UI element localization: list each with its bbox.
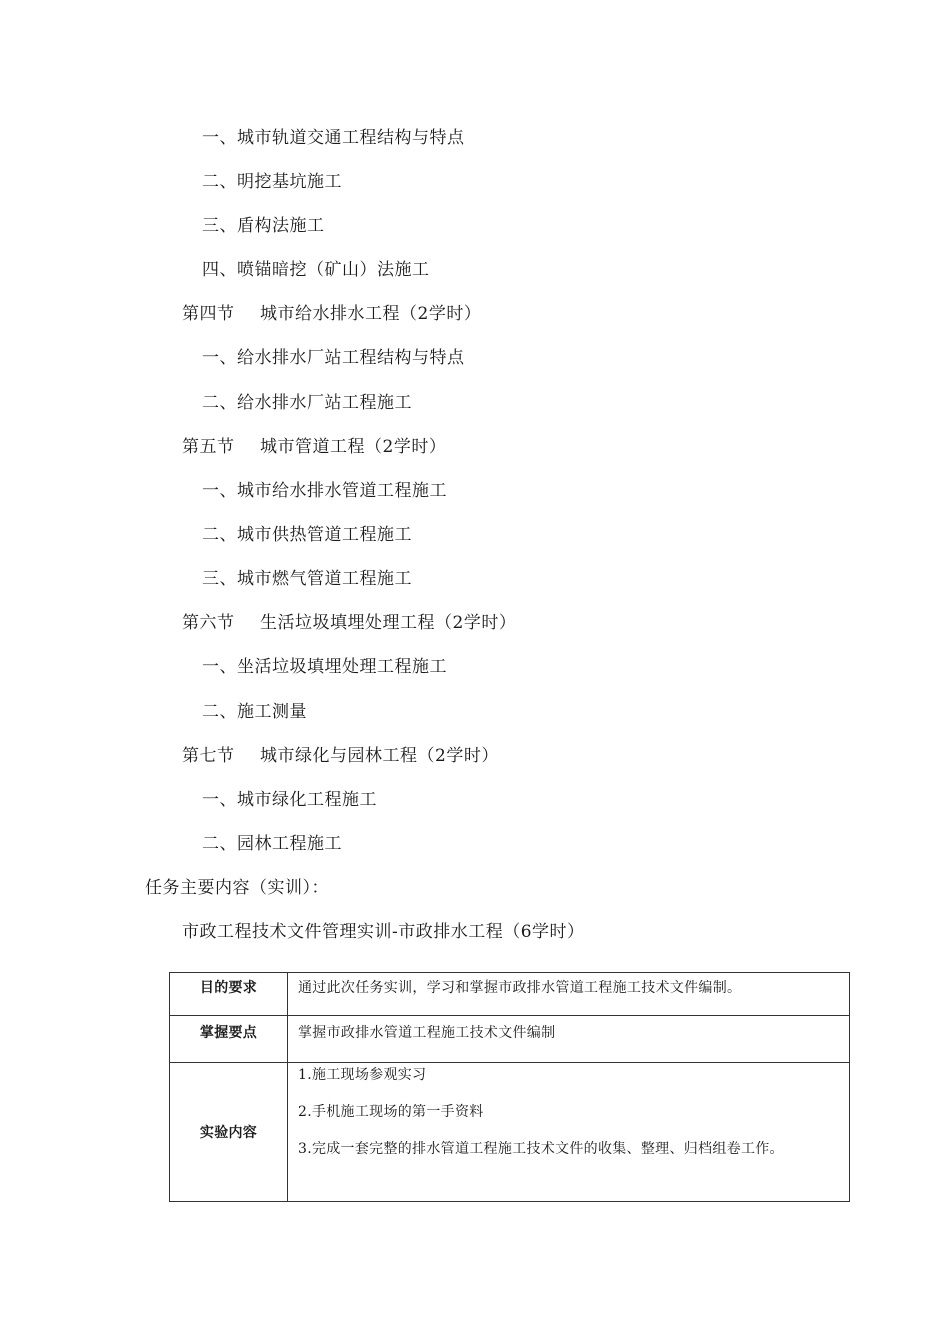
section-heading-4 — [182, 302, 481, 326]
section-number: 第四节 — [182, 304, 235, 324]
table-row — [170, 973, 850, 1016]
section-number: 第六节 — [182, 613, 235, 633]
section-title: 生活垃圾填埋处理工程（2学时） — [260, 613, 517, 633]
section-title: 城市绿化与园林工程（2学时） — [260, 746, 499, 766]
row-value: 掌握市政排水管道工程施工技术文件编制 — [288, 1016, 850, 1063]
outline-item: 二、给水排水厂站工程施工 — [202, 393, 412, 413]
task-heading: 任务主要内容（实训）： — [145, 878, 329, 898]
table-row — [170, 1016, 850, 1063]
content-step: 1.施工现场参观实习 — [298, 1067, 427, 1083]
row-value — [288, 1063, 850, 1202]
section-title: 城市管道工程（2学时） — [260, 437, 447, 457]
section-heading-6 — [182, 611, 516, 635]
section-title: 城市给水排水工程（2学时） — [260, 304, 482, 324]
outline-item: 一、城市轨道交通工程结构与特点 — [202, 128, 465, 148]
outline-item: 一、给水排水厂站工程结构与特点 — [202, 348, 465, 368]
outline-item: 一、城市绿化工程施工 — [202, 790, 377, 810]
task-subheading: 市政工程技术文件管理实训-市政排水工程（6学时） — [182, 922, 585, 942]
row-label: 实验内容 — [170, 1063, 288, 1202]
section-heading-7 — [182, 744, 499, 768]
row-value: 通过此次任务实训，学习和掌握市政排水管道工程施工技术文件编制。 — [288, 973, 850, 1016]
row-label: 掌握要点 — [170, 1016, 288, 1063]
outline-item: 三、盾构法施工 — [202, 216, 325, 236]
content-step: 3.完成一套完整的排水管道工程施工技术文件的收集、整理、归档组卷工作。 — [298, 1141, 784, 1157]
outline-item: 四、喷锚暗挖（矿山）法施工 — [202, 260, 430, 280]
section-heading-5 — [182, 435, 446, 459]
outline-item: 二、园林工程施工 — [202, 834, 342, 854]
outline-item: 一、坐活垃圾填埋处理工程施工 — [202, 657, 447, 677]
section-number: 第七节 — [182, 746, 235, 766]
row-label: 目的要求 — [170, 973, 288, 1016]
outline-item: 二、城市供热管道工程施工 — [202, 525, 412, 545]
outline-item: 二、明挖基坑施工 — [202, 172, 342, 192]
task-table — [169, 972, 850, 1202]
outline-item: 二、施工测量 — [202, 702, 307, 722]
content-step: 2.手机施工现场的第一手资料 — [298, 1104, 484, 1120]
section-number: 第五节 — [182, 437, 235, 457]
table-row — [170, 1063, 850, 1202]
outline-item: 三、城市燃气管道工程施工 — [202, 569, 412, 589]
outline-item: 一、城市给水排水管道工程施工 — [202, 481, 447, 501]
